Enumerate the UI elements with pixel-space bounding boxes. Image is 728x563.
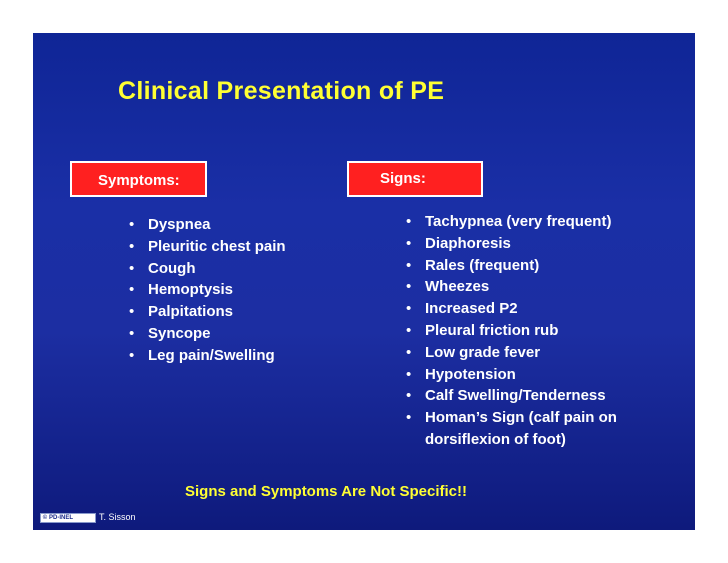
list-item: • Leg pain/Swelling <box>127 345 286 367</box>
list-item: • Rales (frequent) <box>404 255 617 277</box>
list-item: • Homan’s Sign (calf pain on <box>404 407 617 429</box>
symptoms-list <box>127 214 286 367</box>
list-item: • Calf Swelling/Tenderness <box>404 385 617 407</box>
list-item: • Increased P2 <box>404 298 617 320</box>
list-item: • Cough <box>127 258 286 280</box>
list-item: • Pleural friction rub <box>404 320 617 342</box>
list-item: • Dyspnea <box>127 214 286 236</box>
symptoms-header-box <box>70 161 207 197</box>
list-item: • Palpitations <box>127 301 286 323</box>
list-item: • Hypotension <box>404 364 617 386</box>
footer-logo <box>40 513 96 523</box>
list-item: • Tachypnea (very frequent) <box>404 211 617 233</box>
signs-list <box>404 211 617 451</box>
bottom-note: Signs and Symptoms Are Not Specific!! <box>185 483 467 500</box>
signs-header-box <box>347 161 483 197</box>
symptoms-label: Symptoms: <box>98 172 180 189</box>
logo-mark-icon: © <box>42 515 48 521</box>
list-item: • Diaphoresis <box>404 233 617 255</box>
footer-logo-text: PD-INEL <box>49 515 73 521</box>
list-item: • Pleuritic chest pain <box>127 236 286 258</box>
list-item-continuation: dorsiflexion of foot) <box>425 430 566 448</box>
signs-label: Signs: <box>380 170 426 187</box>
slide-title: Clinical Presentation of PE <box>118 77 445 105</box>
slide <box>33 33 695 530</box>
footer-author: T. Sisson <box>99 512 136 522</box>
list-item: • Wheezes <box>404 276 617 298</box>
list-item: • Hemoptysis <box>127 279 286 301</box>
list-item: • Low grade fever <box>404 342 617 364</box>
list-item: • Syncope <box>127 323 286 345</box>
